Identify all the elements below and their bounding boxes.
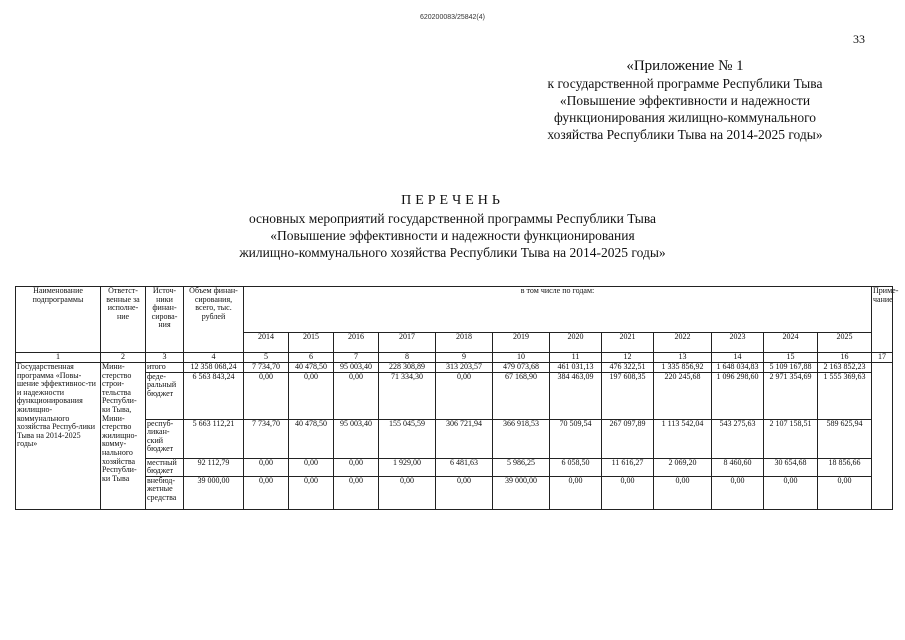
header-note: Приме-чание — [872, 287, 893, 353]
year-value: 18 856,66 — [818, 458, 872, 476]
note-cell — [872, 363, 893, 510]
page-number: 33 — [853, 32, 865, 46]
year-value: 40 478,50 — [289, 419, 334, 458]
column-number: 11 — [550, 353, 602, 363]
year-value: 267 097,89 — [602, 419, 654, 458]
year-header: 2025 — [818, 333, 872, 353]
year-value: 6 481,63 — [436, 458, 493, 476]
year-header: 2016 — [334, 333, 379, 353]
year-value: 30 654,68 — [764, 458, 818, 476]
year-value: 543 275,63 — [712, 419, 764, 458]
funding-source: внебюд-жетные средства — [146, 476, 184, 509]
year-value: 67 168,90 — [493, 372, 550, 419]
year-value: 11 616,27 — [602, 458, 654, 476]
column-number: 4 — [184, 353, 244, 363]
year-value: 6 058,50 — [550, 458, 602, 476]
year-value: 5 109 167,88 — [764, 363, 818, 373]
year-value: 384 463,09 — [550, 372, 602, 419]
column-number: 1 — [16, 353, 101, 363]
year-value: 366 918,53 — [493, 419, 550, 458]
year-value: 0,00 — [289, 458, 334, 476]
year-value: 1 096 298,60 — [712, 372, 764, 419]
column-number: 16 — [818, 353, 872, 363]
column-number: 12 — [602, 353, 654, 363]
year-value: 7 734,70 — [244, 419, 289, 458]
column-number: 17 — [872, 353, 893, 363]
column-number: 2 — [101, 353, 146, 363]
subtitle-line: основных мероприятий государственной программы Республики Тыва — [248, 211, 657, 226]
funding-total: 5 663 112,21 — [184, 419, 244, 458]
column-number: 7 — [334, 353, 379, 363]
year-value: 0,00 — [550, 476, 602, 509]
year-value: 0,00 — [334, 458, 379, 476]
funding-total: 92 112,79 — [184, 458, 244, 476]
funding-total: 6 563 843,24 — [184, 372, 244, 419]
appendix-line: «Приложение № 1 — [626, 58, 744, 74]
year-value: 0,00 — [289, 372, 334, 419]
measures-table-container — [15, 286, 899, 510]
funding-source: респуб-ликан-ский бюджет — [146, 419, 184, 458]
column-number-row — [16, 353, 893, 363]
document-id: 620200083/25842(4) — [419, 14, 485, 21]
year-value: 0,00 — [334, 372, 379, 419]
header-volume: Объем финан-сирования, всего, тыс. рублей — [184, 287, 244, 353]
year-value: 306 721,94 — [436, 419, 493, 458]
year-header: 2018 — [436, 333, 493, 353]
program-name: Государственная программа «Повы-шение эффективнос-ти и надежности функционирования жилищно-коммунального хозяйства Респуб-лики Тыва на 2014-2025 годы» — [16, 363, 101, 510]
appendix-line: хозяйства Республики Тыва на 2014-2025 годы» — [547, 127, 823, 142]
year-value: 461 031,13 — [550, 363, 602, 373]
year-value: 155 045,59 — [379, 419, 436, 458]
year-value: 1 113 542,04 — [654, 419, 712, 458]
year-header: 2014 — [244, 333, 289, 353]
year-value: 0,00 — [244, 476, 289, 509]
appendix-line: «Повышение эффективности и надежности — [559, 93, 811, 108]
document-title: ПЕРЕЧЕНЬ — [401, 193, 504, 208]
year-header: 2021 — [602, 333, 654, 353]
funding-source: итого — [146, 363, 184, 373]
year-header: 2019 — [493, 333, 550, 353]
funding-total: 39 000,00 — [184, 476, 244, 509]
year-value: 8 460,60 — [712, 458, 764, 476]
year-value: 1 555 369,63 — [818, 372, 872, 419]
year-value: 95 003,40 — [334, 363, 379, 373]
year-value: 40 478,50 — [289, 363, 334, 373]
table-row-total — [16, 363, 893, 373]
year-value: 0,00 — [436, 372, 493, 419]
year-value: 2 971 354,69 — [764, 372, 818, 419]
year-value: 228 308,89 — [379, 363, 436, 373]
year-value: 0,00 — [334, 476, 379, 509]
year-value: 0,00 — [289, 476, 334, 509]
header-by-years: в том числе по годам: — [244, 287, 872, 333]
year-value: 2 107 158,51 — [764, 419, 818, 458]
year-header: 2020 — [550, 333, 602, 353]
appendix-block — [515, 58, 855, 143]
table-row-federal — [16, 372, 893, 419]
subtitle-line: жилищно-коммунального хозяйства Республики Тыва на 2014-2025 годы» — [239, 245, 666, 260]
column-number: 6 — [289, 353, 334, 363]
year-header: 2015 — [289, 333, 334, 353]
responsible-org: Мини-стерство строи-тельства Республи-ки Тыва, Мини-стерство жилищно-комму-нального хозяйства Республи-ки Тыва — [101, 363, 146, 510]
measures-table — [15, 286, 899, 510]
year-value: 0,00 — [654, 476, 712, 509]
column-number: 5 — [244, 353, 289, 363]
funding-source: феде-ральный бюджет — [146, 372, 184, 419]
year-value: 7 734,70 — [244, 363, 289, 373]
year-value: 0,00 — [436, 476, 493, 509]
year-value: 2 069,20 — [654, 458, 712, 476]
year-value: 1 648 034,83 — [712, 363, 764, 373]
appendix-line: функционирования жилищно-коммунального — [553, 110, 817, 125]
appendix-line: к государственной программе Республики Тыва — [547, 76, 823, 91]
year-value: 476 322,51 — [602, 363, 654, 373]
year-value: 0,00 — [818, 476, 872, 509]
year-header: 2017 — [379, 333, 436, 353]
subtitle-line: «Повышение эффективности и надежности функционирования — [270, 228, 635, 243]
column-number: 9 — [436, 353, 493, 363]
column-number: 13 — [654, 353, 712, 363]
year-value: 1 929,00 — [379, 458, 436, 476]
year-header: 2022 — [654, 333, 712, 353]
year-value: 2 163 852,23 — [818, 363, 872, 373]
column-number: 3 — [146, 353, 184, 363]
funding-source: местный бюджет — [146, 458, 184, 476]
year-value: 0,00 — [712, 476, 764, 509]
year-value: 39 000,00 — [493, 476, 550, 509]
year-header: 2023 — [712, 333, 764, 353]
year-value: 479 073,68 — [493, 363, 550, 373]
column-number: 10 — [493, 353, 550, 363]
year-value: 197 608,35 — [602, 372, 654, 419]
column-number: 14 — [712, 353, 764, 363]
year-header: 2024 — [764, 333, 818, 353]
table-row-local — [16, 458, 893, 476]
document-subtitle — [0, 210, 905, 261]
year-value: 0,00 — [244, 372, 289, 419]
year-value: 0,00 — [602, 476, 654, 509]
header-name: Наименование подпрограммы — [16, 287, 101, 353]
year-value: 220 245,68 — [654, 372, 712, 419]
column-number: 8 — [379, 353, 436, 363]
year-value: 589 625,94 — [818, 419, 872, 458]
header-source: Источ-ники финан-сирова-ния — [146, 287, 184, 353]
year-value: 95 003,40 — [334, 419, 379, 458]
header-responsible: Ответст-венные за исполне-ние — [101, 287, 146, 353]
year-value: 71 334,30 — [379, 372, 436, 419]
year-value: 313 203,57 — [436, 363, 493, 373]
year-value: 1 335 856,92 — [654, 363, 712, 373]
funding-total: 12 358 068,24 — [184, 363, 244, 373]
year-value: 0,00 — [379, 476, 436, 509]
year-value: 5 986,25 — [493, 458, 550, 476]
year-value: 0,00 — [244, 458, 289, 476]
year-value: 70 509,54 — [550, 419, 602, 458]
table-row-republican — [16, 419, 893, 458]
column-number: 15 — [764, 353, 818, 363]
table-row-extrabudgetary — [16, 476, 893, 509]
year-value: 0,00 — [764, 476, 818, 509]
